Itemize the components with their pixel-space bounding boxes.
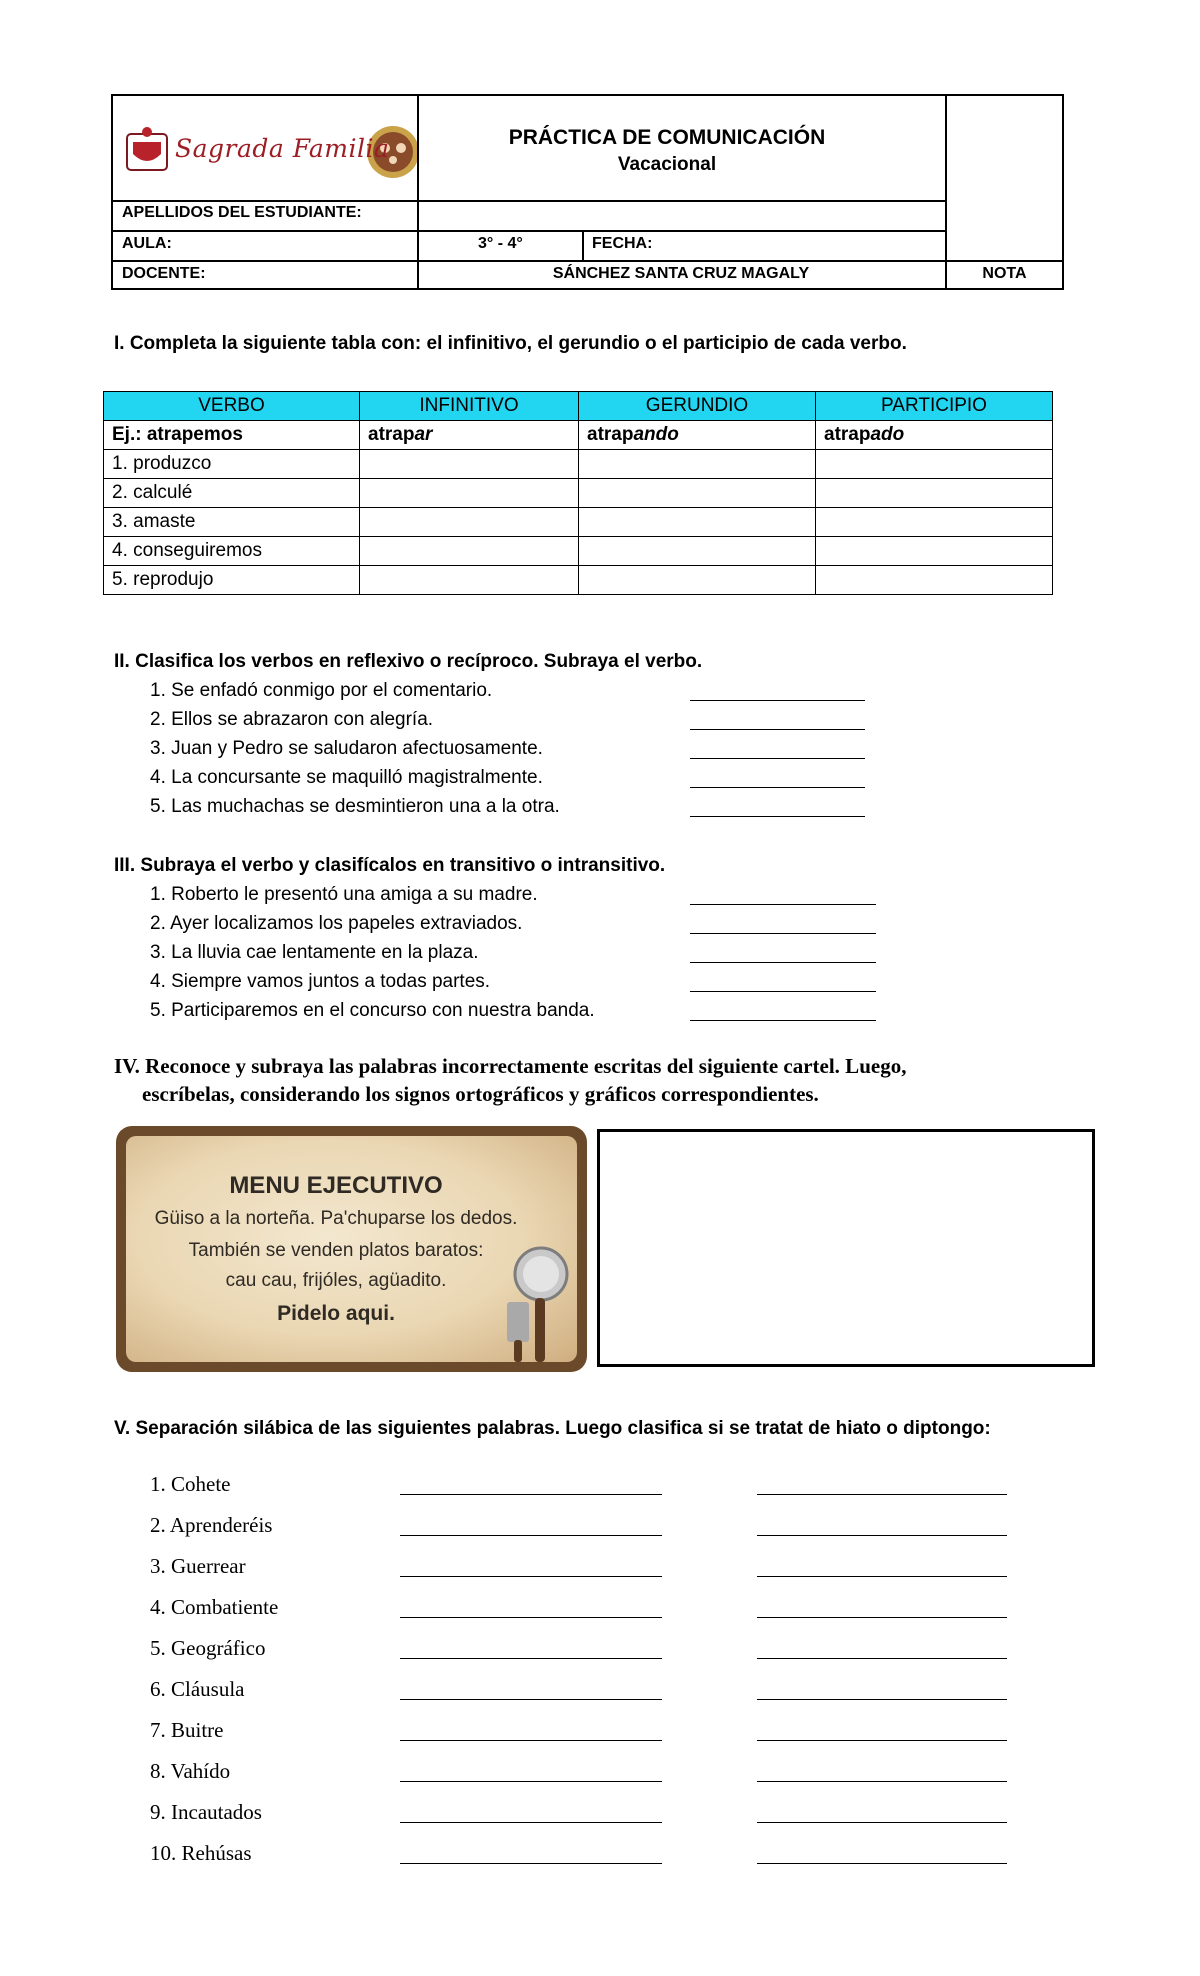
- list-item: 4. Siempre vamos juntos a todas partes.: [150, 971, 491, 992]
- answer-blank[interactable]: [690, 787, 865, 788]
- answer-cell[interactable]: [579, 450, 816, 479]
- syllable-blank[interactable]: [400, 1658, 662, 1659]
- list-item: 3. La lluvia cae lentamente en la plaza.: [150, 942, 479, 963]
- table-example-row: [104, 421, 1053, 450]
- answer-blank[interactable]: [690, 962, 876, 963]
- classification-blank[interactable]: [757, 1576, 1007, 1577]
- answer-cell[interactable]: [360, 566, 579, 595]
- verb-table: [103, 391, 1053, 595]
- answer-blank[interactable]: [690, 758, 865, 759]
- table-header-row: [104, 392, 1053, 421]
- sign-heading: MENU EJECUTIVO: [229, 1172, 443, 1199]
- answer-cell[interactable]: [579, 479, 816, 508]
- classification-blank[interactable]: [757, 1740, 1007, 1741]
- grade-level: 3° - 4°: [478, 235, 523, 252]
- classification-blank[interactable]: [757, 1617, 1007, 1618]
- date-label: FECHA:: [592, 235, 653, 252]
- col-header-verbo: VERBO: [104, 392, 360, 421]
- answer-blank[interactable]: [690, 816, 865, 817]
- section-5-title: V. Separación silábica de las siguientes palabras. Luego clasifica si se tratat de hiato o diptongo:: [114, 1418, 991, 1439]
- syllable-blank[interactable]: [400, 1781, 662, 1782]
- table-row: [104, 537, 1053, 566]
- section-4-title-line-2: escríbelas, considerando los signos ortográficos y gráficos correspondientes.: [142, 1082, 819, 1106]
- grade-label: NOTA: [982, 265, 1027, 282]
- section-1-title: I. Completa la siguiente tabla con: el infinitivo, el gerundio o el participio de cada verbo.: [114, 333, 907, 354]
- teacher-name: SÁNCHEZ SANTA CRUZ MAGALY: [552, 265, 810, 282]
- answer-cell[interactable]: [816, 479, 1053, 508]
- student-label: APELLIDOS DEL ESTUDIANTE:: [122, 204, 362, 221]
- col-header-participio: PARTICIPIO: [816, 392, 1053, 421]
- word-item: 10. Rehúsas: [150, 1841, 252, 1865]
- word-item: 6. Cláusula: [150, 1677, 245, 1701]
- answer-cell[interactable]: [816, 537, 1053, 566]
- verb-cell: 4. conseguiremos: [104, 537, 360, 566]
- header-rule: [113, 230, 945, 232]
- menu-sign-board: [126, 1136, 577, 1362]
- verb-cell: 5. reprodujo: [104, 566, 360, 595]
- answer-cell[interactable]: [579, 537, 816, 566]
- syllable-blank[interactable]: [400, 1699, 662, 1700]
- list-item: 1. Se enfadó conmigo por el comentario.: [150, 680, 493, 701]
- classification-blank[interactable]: [757, 1781, 1007, 1782]
- answer-cell[interactable]: [360, 450, 579, 479]
- kitchen-utensils-icon: [497, 1232, 577, 1362]
- sign-line-3: cau cau, frijóles, agüadito.: [225, 1270, 447, 1291]
- syllable-blank[interactable]: [400, 1494, 662, 1495]
- syllable-blank[interactable]: [400, 1740, 662, 1741]
- verb-cell: 3. amaste: [104, 508, 360, 537]
- classification-blank[interactable]: [757, 1822, 1007, 1823]
- list-item: 1. Roberto le presentó una amiga a su madre.: [150, 884, 538, 905]
- answer-cell[interactable]: [360, 537, 579, 566]
- table-row: [104, 508, 1053, 537]
- header-rule: [113, 200, 945, 202]
- section-3-title: III. Subraya el verbo y clasifícalos en transitivo o intransitivo.: [114, 855, 666, 876]
- syllable-blank[interactable]: [400, 1822, 662, 1823]
- example-participle: atrapado: [816, 421, 1053, 450]
- classification-blank[interactable]: [757, 1658, 1007, 1659]
- list-item: 2. Ayer localizamos los papeles extraviados.: [150, 913, 523, 934]
- answer-cell[interactable]: [816, 566, 1053, 595]
- col-header-gerundio: GERUNDIO: [579, 392, 816, 421]
- list-item: 5. Las muchachas se desmintieron una a la otra.: [150, 796, 560, 817]
- syllable-blank[interactable]: [400, 1617, 662, 1618]
- classification-blank[interactable]: [757, 1699, 1007, 1700]
- word-item: 1. Cohete: [150, 1472, 231, 1496]
- word-item: 3. Guerrear: [150, 1554, 246, 1578]
- answer-blank[interactable]: [690, 991, 876, 992]
- document-title: PRÁCTICA DE COMUNICACIÓN: [508, 126, 826, 149]
- syllable-blank[interactable]: [400, 1576, 662, 1577]
- word-item: 5. Geográfico: [150, 1636, 266, 1660]
- answer-cell[interactable]: [579, 566, 816, 595]
- sign-line-1: Güiso a la norteña. Pa'chuparse los dedos.: [154, 1208, 518, 1229]
- syllable-blank[interactable]: [400, 1863, 662, 1864]
- list-item: 4. La concursante se maquilló magistralmente.: [150, 767, 543, 788]
- word-item: 8. Vahído: [150, 1759, 231, 1783]
- table-row: [104, 566, 1053, 595]
- header-rule: [113, 260, 1064, 262]
- answer-blank[interactable]: [690, 700, 865, 701]
- classification-blank[interactable]: [757, 1863, 1007, 1864]
- table-row: [104, 479, 1053, 508]
- list-item: 2. Ellos se abrazaron con alegría.: [150, 709, 434, 730]
- word-item: 9. Incautados: [150, 1800, 262, 1824]
- answer-blank[interactable]: [690, 1020, 876, 1021]
- verb-cell: 2. calculé: [104, 479, 360, 508]
- word-item: 2. Aprenderéis: [150, 1513, 273, 1537]
- sign-line-4: Pidelo aqui.: [277, 1302, 395, 1325]
- example-verb: Ej.: atrapemos: [104, 421, 360, 450]
- verb-cell: 1. produzco: [104, 450, 360, 479]
- word-item: 4. Combatiente: [150, 1595, 279, 1619]
- document-subtitle: Vacacional: [617, 154, 717, 175]
- answer-cell[interactable]: [816, 450, 1053, 479]
- table-row: [104, 450, 1053, 479]
- menu-sign-image: [116, 1126, 587, 1372]
- aula-label: AULA:: [122, 235, 172, 252]
- answer-cell[interactable]: [816, 508, 1053, 537]
- col-header-infinitivo: INFINITIVO: [360, 392, 579, 421]
- sign-line-2: También se venden platos baratos:: [188, 1240, 484, 1261]
- school-logo: [123, 122, 421, 182]
- list-item: 5. Participaremos en el concurso con nuestra banda.: [150, 1000, 595, 1021]
- list-item: 3. Juan y Pedro se saludaron afectuosamente.: [150, 738, 543, 759]
- answer-box[interactable]: [597, 1129, 1095, 1367]
- answer-blank[interactable]: [690, 729, 865, 730]
- answer-cell[interactable]: [360, 479, 579, 508]
- example-gerund: atrapando: [579, 421, 816, 450]
- teacher-label: DOCENTE:: [122, 265, 206, 282]
- syllable-blank[interactable]: [400, 1535, 662, 1536]
- header-box: [111, 94, 1064, 290]
- answer-blank[interactable]: [690, 933, 876, 934]
- answer-blank[interactable]: [690, 904, 876, 905]
- header-divider: [582, 232, 584, 260]
- section-2-title: II. Clasifica los verbos en reflexivo o recíproco. Subraya el verbo.: [114, 651, 703, 672]
- classification-blank[interactable]: [757, 1535, 1007, 1536]
- school-name: Sagrada Familia: [175, 134, 390, 163]
- answer-cell[interactable]: [360, 508, 579, 537]
- answer-cell[interactable]: [579, 508, 816, 537]
- example-infinitive: atrapar: [360, 421, 579, 450]
- word-item: 7. Buitre: [150, 1718, 224, 1742]
- classification-blank[interactable]: [757, 1494, 1007, 1495]
- section-4-title-line-1: IV. Reconoce y subraya las palabras incorrectamente escritas del siguiente cartel. Luego,: [114, 1054, 907, 1078]
